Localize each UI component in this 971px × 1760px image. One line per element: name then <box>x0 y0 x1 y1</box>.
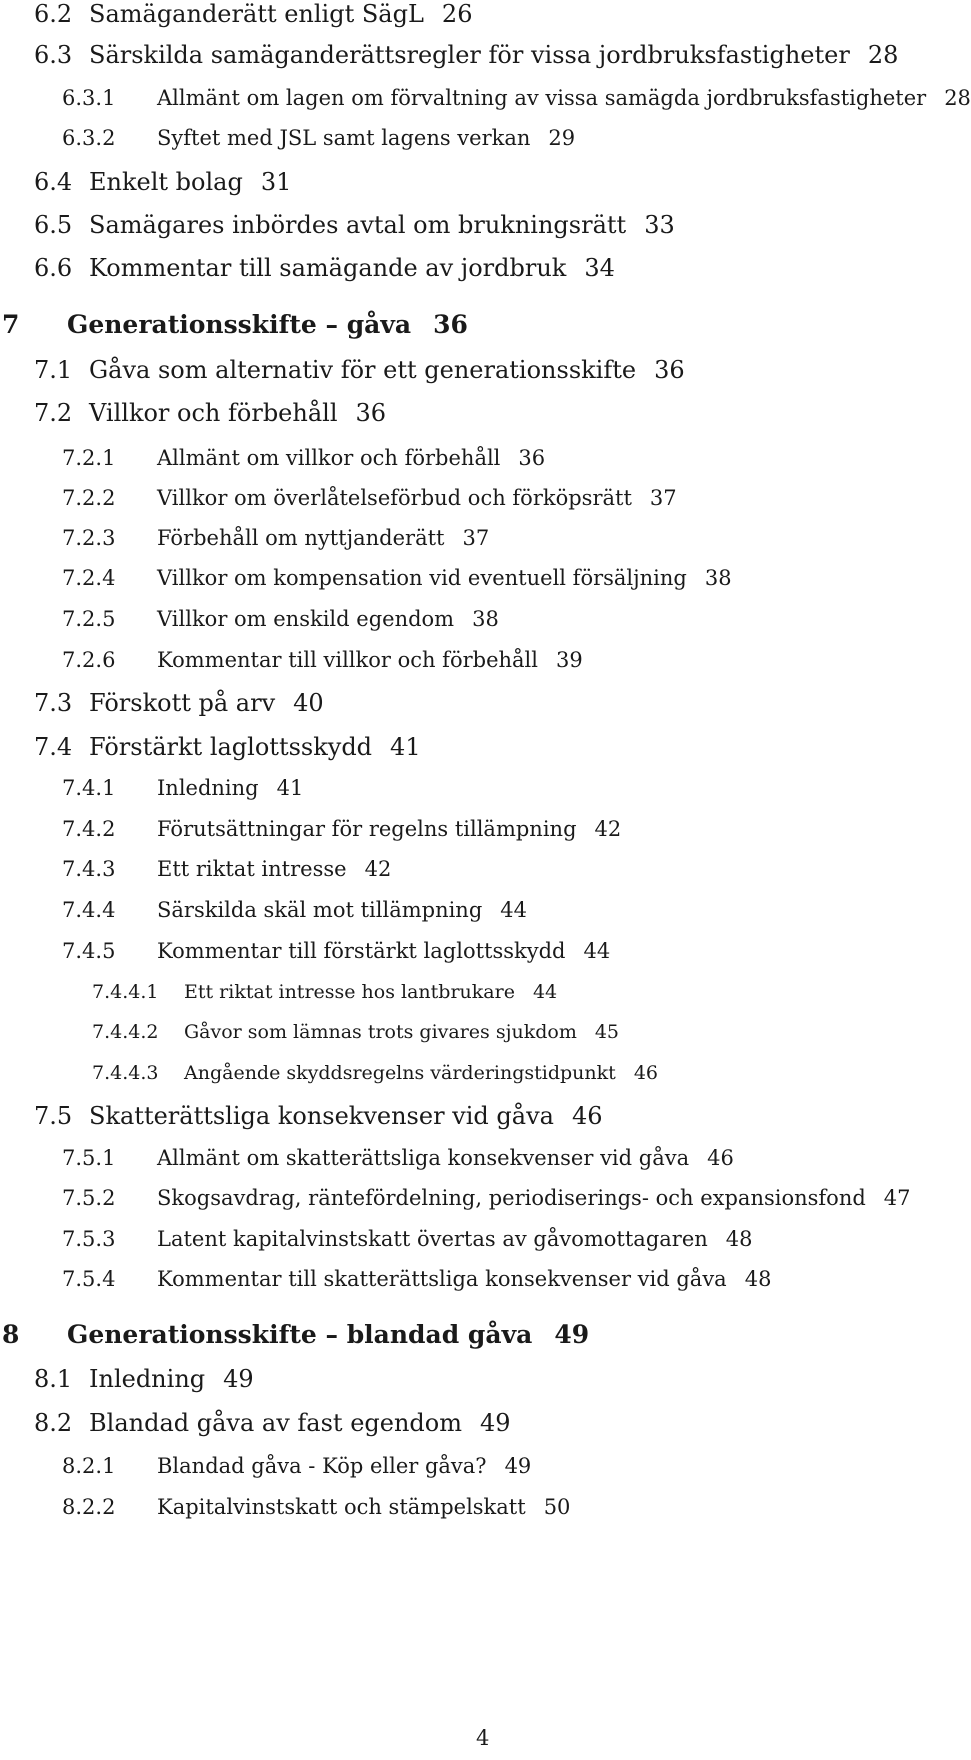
section-number: 7.4.2 <box>62 817 116 841</box>
section-number: 8.2.1 <box>62 1454 116 1478</box>
toc-entry[interactable] <box>62 819 621 840</box>
section-number: 7.4.4.2 <box>92 1021 159 1043</box>
section-title: Ett riktat intresse <box>157 857 347 881</box>
section-title: Förbehåll om nyttjanderätt <box>157 526 445 550</box>
toc-entry[interactable] <box>62 568 732 589</box>
page-number: 36 <box>355 399 387 427</box>
section-number: 7.5.4 <box>62 1267 116 1291</box>
section-number: 7.4 <box>34 733 73 761</box>
section-title: Särskilda samäganderättsregler för vissa jordbruksfastigheter <box>89 41 850 69</box>
page-number: 42 <box>364 857 392 881</box>
section-number: 7.2.3 <box>62 526 116 550</box>
toc-entry[interactable] <box>62 650 583 671</box>
toc-entry[interactable] <box>34 213 675 237</box>
section-number: 8.2 <box>34 1409 73 1437</box>
section-number: 7.4.3 <box>62 857 116 881</box>
section-title: Villkor om enskild egendom <box>157 607 455 631</box>
section-number: 6.3.1 <box>62 86 116 110</box>
toc-entry[interactable] <box>34 691 324 715</box>
section-number: 6.3.2 <box>62 126 116 150</box>
toc-entry[interactable] <box>62 859 391 880</box>
section-number: 7.5.3 <box>62 1227 116 1251</box>
section-title: Villkor om kompensation vid eventuell försäljning <box>157 566 687 590</box>
section-number: 7.2.2 <box>62 486 116 510</box>
toc-entry[interactable] <box>34 170 291 194</box>
section-title: Förstärkt laglottsskydd <box>89 733 373 761</box>
page-number: 44 <box>500 898 528 922</box>
toc-entry[interactable] <box>92 1023 619 1042</box>
page-number: 47 <box>883 1186 911 1210</box>
page-number: 50 <box>543 1495 571 1519</box>
section-title: Allmänt om lagen om förvaltning av vissa samägda jordbruksfastigheter <box>157 86 927 110</box>
toc-entry[interactable] <box>34 735 421 759</box>
section-title: Gåva som alternativ för ett generationsskifte <box>89 356 637 384</box>
page-number: 41 <box>276 776 304 800</box>
page-number: 38 <box>472 607 499 631</box>
section-number: 6.2 <box>34 0 73 28</box>
toc-entry[interactable] <box>62 1269 771 1290</box>
section-title: Kapitalvinstskatt och stämpelskatt <box>157 1495 526 1519</box>
page-number: 44 <box>583 939 611 963</box>
section-number: 7.4.1 <box>62 776 116 800</box>
section-number: 7.4.4.3 <box>92 1062 159 1084</box>
toc-entry[interactable] <box>92 983 557 1002</box>
page-number: 42 <box>594 817 622 841</box>
toc-entry[interactable] <box>62 1497 570 1518</box>
page-number: 46 <box>633 1062 658 1084</box>
toc-entry[interactable] <box>34 256 615 280</box>
section-number: 7.2.5 <box>62 607 116 631</box>
page-number: 38 <box>704 566 732 590</box>
section-number: 6.4 <box>34 168 73 196</box>
page-number: 36 <box>433 310 468 339</box>
section-number: 7.2 <box>34 399 73 427</box>
section-title: Kommentar till villkor och förbehåll <box>157 648 538 672</box>
section-number: 7.2.1 <box>62 446 116 470</box>
page-number: 49 <box>479 1409 511 1437</box>
section-number: 7.5.1 <box>62 1146 116 1170</box>
toc-entry[interactable] <box>34 1411 511 1435</box>
section-number: 7.2.6 <box>62 648 116 672</box>
toc-entry[interactable] <box>62 1188 911 1209</box>
page-number: 45 <box>594 1021 620 1043</box>
toc-entry[interactable] <box>92 1064 658 1083</box>
section-title: Angående skyddsregelns värderingstidpunkt <box>184 1062 616 1084</box>
section-number: 6.6 <box>34 254 73 282</box>
section-title: Allmänt om skatterättsliga konsekvenser vid gåva <box>157 1146 690 1170</box>
section-title: Villkor och förbehåll <box>89 399 338 427</box>
toc-entry[interactable] <box>62 900 527 921</box>
chapter-number: 8 <box>2 1320 20 1349</box>
toc-entry[interactable] <box>34 2 472 26</box>
toc-entry[interactable] <box>62 448 545 469</box>
page-number: 44 <box>532 981 558 1003</box>
page-number: 36 <box>518 446 546 470</box>
page-number: 39 <box>555 648 583 672</box>
section-title: Inledning <box>157 776 259 800</box>
toc-entry[interactable] <box>34 358 685 382</box>
page-number: 31 <box>260 168 292 196</box>
toc-entry[interactable] <box>62 1456 531 1477</box>
section-title: Kommentar till samägande av jordbruk <box>89 254 567 282</box>
section-title: Syftet med JSL samt lagens verkan <box>157 126 531 150</box>
section-title: Latent kapitalvinstskatt övertas av gåvomottagaren <box>157 1227 708 1251</box>
page-number: 48 <box>725 1227 753 1251</box>
page-number: 49 <box>223 1365 254 1393</box>
page-number: 49 <box>504 1454 532 1478</box>
section-title: Villkor om överlåtelseförbud och förköpsrätt <box>157 486 632 510</box>
toc-entry[interactable] <box>62 941 610 962</box>
section-title: Samäganderätt enligt SägL <box>89 0 424 28</box>
section-title: Ett riktat intresse hos lantbrukare <box>184 981 515 1003</box>
page-number: 37 <box>649 486 677 510</box>
section-title: Blandad gåva - Köp eller gåva? <box>157 1454 487 1478</box>
toc-entry[interactable] <box>34 1104 603 1128</box>
section-title: Kommentar till förstärkt laglottsskydd <box>157 939 566 963</box>
chapter-title: Generationsskifte – gåva <box>67 310 412 339</box>
toc-chapter[interactable] <box>2 1322 589 1347</box>
page-number: 46 <box>707 1146 734 1170</box>
page-number: 36 <box>654 356 685 384</box>
page-number: 34 <box>584 254 615 282</box>
section-number: 7.5.2 <box>62 1186 116 1210</box>
toc-entry[interactable] <box>62 488 677 509</box>
toc-entry[interactable] <box>62 1148 734 1169</box>
page-number: 40 <box>293 689 324 717</box>
chapter-number: 7 <box>2 310 20 339</box>
section-title: Särskilda skäl mot tillämpning <box>157 898 483 922</box>
section-title: Förskott på arv <box>89 689 276 717</box>
page-number: 48 <box>744 1267 772 1291</box>
toc-entry[interactable] <box>34 43 898 67</box>
toc-entry[interactable] <box>34 1367 254 1391</box>
section-number: 6.3 <box>34 41 73 69</box>
section-number: 7.4.4 <box>62 898 116 922</box>
section-number: 7.3 <box>34 689 73 717</box>
section-number: 7.5 <box>34 1102 73 1130</box>
section-title: Förutsättningar för regelns tillämpning <box>157 817 577 841</box>
page-number: 29 <box>548 126 576 150</box>
section-number: 6.5 <box>34 211 73 239</box>
section-title: Samägares inbördes avtal om brukningsrätt <box>89 211 627 239</box>
toc-entry[interactable] <box>62 778 303 799</box>
toc-entry[interactable] <box>62 128 575 149</box>
section-title: Blandad gåva av fast egendom <box>89 1409 462 1437</box>
page-number: 37 <box>462 526 490 550</box>
chapter-title: Generationsskifte – blandad gåva <box>67 1320 533 1349</box>
toc-entry[interactable] <box>34 401 386 425</box>
toc-entry[interactable] <box>62 88 971 109</box>
section-number: 8.2.2 <box>62 1495 116 1519</box>
toc-chapter[interactable] <box>2 312 468 337</box>
section-title: Inledning <box>89 1365 206 1393</box>
toc-entry[interactable] <box>62 1229 753 1250</box>
page-number: 49 <box>554 1320 590 1349</box>
page-number: 33 <box>644 211 675 239</box>
page-number: 26 <box>441 0 473 28</box>
section-title: Skatterättsliga konsekvenser vid gåva <box>89 1102 554 1130</box>
section-number: 7.4.4.1 <box>92 981 159 1003</box>
footer-page-number: 4 <box>476 1726 490 1750</box>
section-title: Allmänt om villkor och förbehåll <box>157 446 501 470</box>
page-number: 41 <box>390 733 421 761</box>
section-number: 7.1 <box>34 356 73 384</box>
section-number: 7.2.4 <box>62 566 116 590</box>
page-number: 28 <box>944 86 971 110</box>
page-number: 46 <box>571 1102 603 1130</box>
section-title: Enkelt bolag <box>89 168 243 196</box>
section-title: Gåvor som lämnas trots givares sjukdom <box>184 1021 577 1043</box>
page-number: 28 <box>867 41 899 69</box>
section-number: 7.4.5 <box>62 939 116 963</box>
section-title: Kommentar till skatterättsliga konsekvenser vid gåva <box>157 1267 727 1291</box>
toc-entry[interactable] <box>62 609 499 630</box>
section-number: 8.1 <box>34 1365 73 1393</box>
toc-entry[interactable] <box>62 528 489 549</box>
section-title: Skogsavdrag, räntefördelning, periodiserings- och expansionsfond <box>157 1186 866 1210</box>
